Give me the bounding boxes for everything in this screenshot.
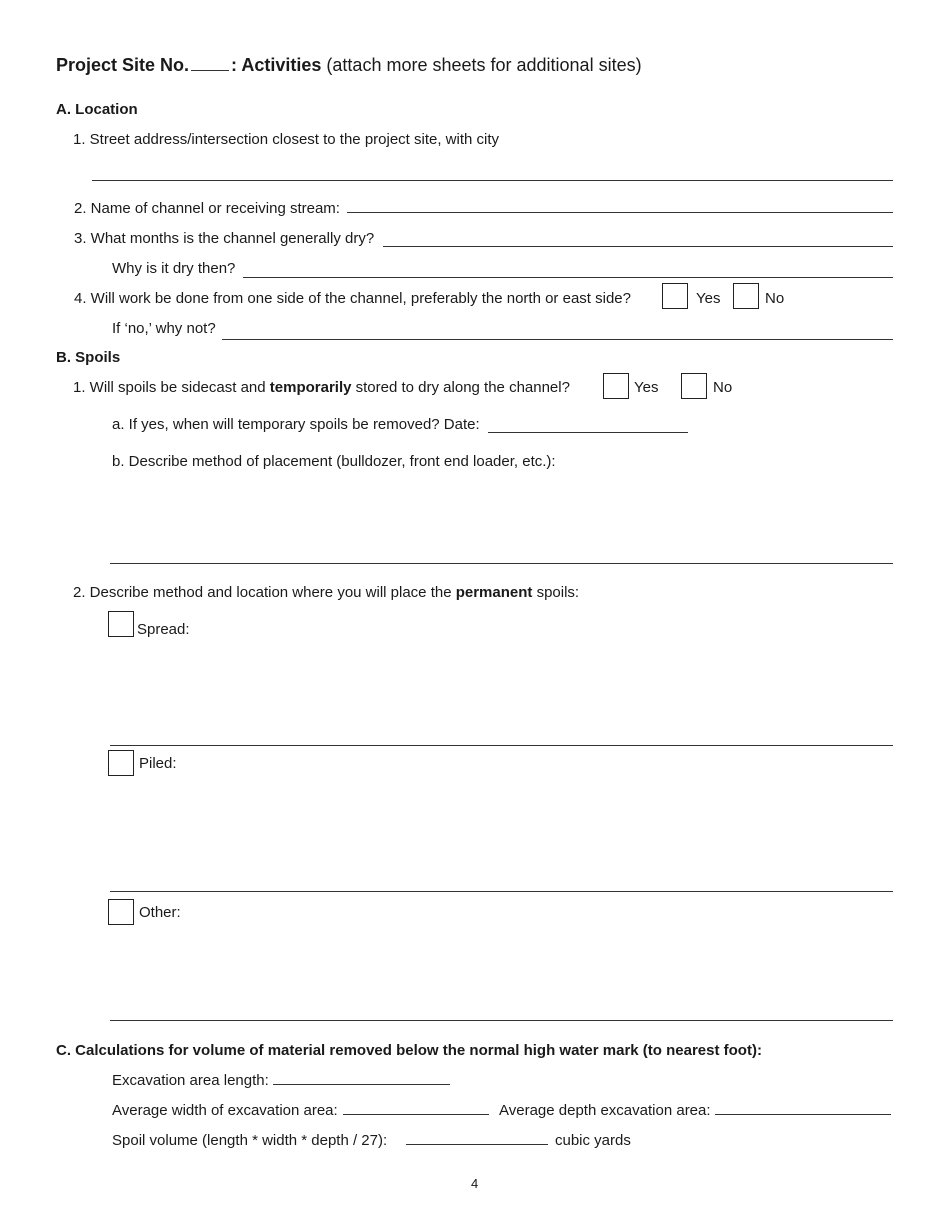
piled-label: Piled: [139,755,177,772]
page-number: 4 [471,1176,479,1191]
question-b1a: a. If yes, when will temporary spoils be removed? Date: [112,416,480,433]
b2-text-post: spoils: [532,584,580,601]
b1-no-label: No [713,379,733,396]
volume-unit: cubic yards [555,1132,631,1149]
title-activities: : Activities [231,55,322,75]
question-b1 [73,379,570,396]
stream-name-field[interactable] [347,212,893,213]
dry-months-field[interactable] [383,246,893,247]
removal-date-field[interactable] [488,432,688,433]
page-title [56,52,642,76]
b1-no-checkbox[interactable] [681,373,707,399]
spread-checkbox[interactable] [108,611,134,637]
other-label: Other: [139,904,181,921]
volume-field[interactable] [406,1144,548,1145]
site-number-field[interactable] [191,52,229,71]
question-b2 [73,584,579,601]
a4-no-label: No [765,290,785,307]
section-a-heading: A. Location [56,101,138,118]
b1-text-bold: temporarily [269,379,352,396]
question-a4-why: If ‘no,’ why not? [112,320,216,337]
spread-label: Spread: [137,621,190,638]
width-label: Average width of excavation area: [112,1102,338,1119]
placement-method-field[interactable] [110,563,893,564]
b1-yes-checkbox[interactable] [603,373,629,399]
question-b1b: b. Describe method of placement (bulldozer, front end loader, etc.): [112,453,556,470]
a4-yes-checkbox[interactable] [662,283,688,309]
piled-checkbox[interactable] [108,750,134,776]
b1-yes-label: Yes [634,379,659,396]
depth-label: Average depth excavation area: [499,1102,711,1119]
other-checkbox[interactable] [108,899,134,925]
question-a3-why: Why is it dry then? [112,260,236,277]
other-field[interactable] [110,1020,893,1021]
b2-text-bold: permanent [455,584,533,601]
length-label: Excavation area length: [112,1072,269,1089]
title-note: (attach more sheets for additional sites) [326,55,642,75]
length-field[interactable] [273,1084,450,1085]
spread-field[interactable] [110,745,893,746]
question-a1: 1. Street address/intersection closest to the project site, with city [73,131,500,148]
dry-reason-field[interactable] [243,277,893,278]
question-a4: 4. Will work be done from one side of the channel, preferably the north or east side? [74,290,631,307]
a4-no-checkbox[interactable] [733,283,759,309]
title-project-site: Project Site No. [56,55,190,75]
volume-label: Spoil volume (length * width * depth / 27): [112,1132,388,1149]
a4-yes-label: Yes [696,290,721,307]
b1-text-post: stored to dry along the channel? [351,379,570,396]
question-a2: 2. Name of channel or receiving stream: [74,200,340,217]
section-b-heading: B. Spoils [56,349,121,366]
depth-field[interactable] [715,1114,891,1115]
address-field[interactable] [92,180,893,181]
question-a3: 3. What months is the channel generally dry? [74,230,375,247]
b2-text-pre: 2. Describe method and location where you will place the [73,584,456,601]
section-c-heading: C. Calculations for volume of material removed below the normal high water mark (to nearest foot): [56,1042,762,1059]
b1-text-pre: 1. Will spoils be sidecast and [73,379,270,396]
piled-field[interactable] [110,891,893,892]
width-field[interactable] [343,1114,489,1115]
no-reason-field[interactable] [222,339,893,340]
